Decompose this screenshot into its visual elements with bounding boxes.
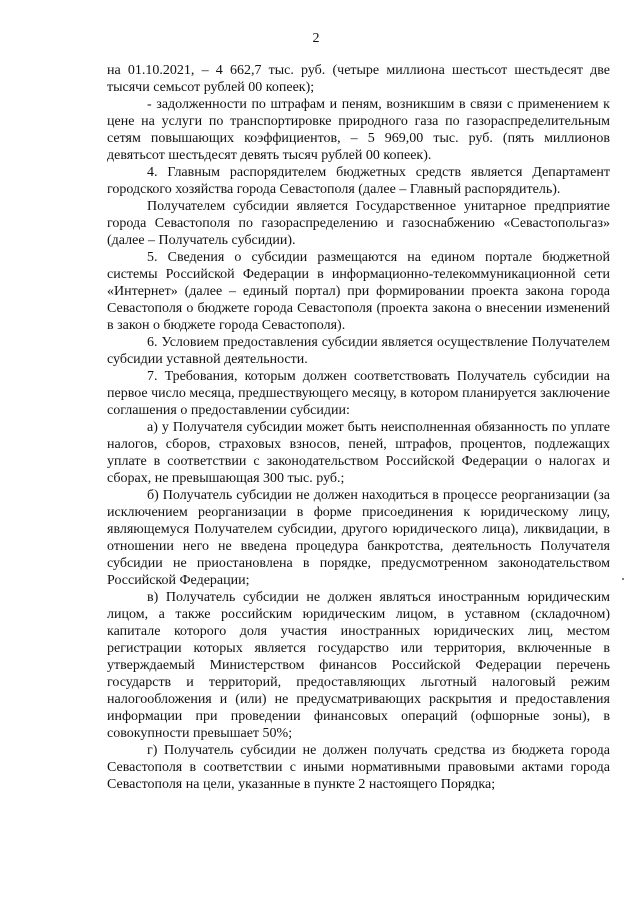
page-number: 2 bbox=[312, 31, 320, 46]
paragraph-subsidy-recipient: Получателем субсидии является Государственное унитарное предприятие города Севастополя по газораспределению и газоснабжению «Севастопольгаз» (далее – Получатель субсидии). bbox=[107, 199, 610, 248]
paragraph-7v-foreign-entity: в) Получатель субсидии не должен являться иностранным юридическим лицом, а также российским юридическим лицом, в уставном (складочном) капитале которого доля участия иностранных юридических лиц, местом регистрации которых является государство или территория, включенные в утверждаемый Министерством финансов Российской Федерации перечень государств и территорий, предоставляющих льготный налоговый режим налогообложения и (или) не предусматривающих раскрытия и предоставления информации при проведении финансовых операций (офшорные зоны), в совокупности превышает 50%; bbox=[107, 590, 610, 741]
scan-dot-mark bbox=[622, 578, 624, 580]
paragraph-4-main-administrator: 4. Главным распорядителем бюджетных средств является Департамент городского хозяйства города Севастополя (далее – Главный распорядитель). bbox=[107, 165, 610, 197]
paragraph-7g-other-funds: г) Получатель субсидии не должен получать средства из бюджета города Севастополя в соответствии с иными нормативными правовыми актами города Севастополя на цели, указанные в пункте 2 настоящего Порядка; bbox=[107, 743, 610, 792]
paragraph-continued-debt-amount: на 01.10.2021, – 4 662,7 тыс. руб. (четыре миллиона шестьсот шестьдесят две тысячи семьсот рублей 00 копеек); bbox=[107, 63, 610, 95]
paragraph-7b-reorganization: б) Получатель субсидии не должен находиться в процессе реорганизации (за исключением реорганизации в форме присоединения к юридическому лицу, являющемуся Получателем субсидии, другого юридического лица), ликвидации, в отношении него не введена процедура банкротства, деятельность Получателя субсидии не приостановлена в порядке, предусмотренном законодательством Российской Федерации; bbox=[107, 488, 610, 588]
paragraph-5-subsidy-information: 5. Сведения о субсидии размещаются на едином портале бюджетной системы Российской Федерации в информационно-телекоммуникационной сети «Интернет» (далее – единый портал) при формировании проекта закона города Севастополя о бюджете города Севастополя (проекта закона о внесении изменений в закон о бюджете города Севастополя). bbox=[107, 250, 610, 333]
paragraph-6-subsidy-condition: 6. Условием предоставления субсидии является осуществление Получателем субсидии уставной деятельности. bbox=[107, 335, 610, 367]
paragraph-7a-tax-obligations: а) у Получателя субсидии может быть неисполненная обязанность по уплате налогов, сборов, страховых взносов, пеней, штрафов, процентов, подлежащих уплате в соответствии с законодательством Российской Федерации о налогах и сборах, не превышающая 300 тыс. руб.; bbox=[107, 420, 610, 486]
paragraph-7-recipient-requirements: 7. Требования, которым должен соответствовать Получатель субсидии на первое число месяца, предшествующего месяцу, в котором планируется заключение соглашения о предоставлении субсидии: bbox=[107, 369, 611, 418]
paragraph-penalties-debt: - задолженности по штрафам и пеням, возникшим в связи с применением к цене на услуги по транспортировке природного газа по газораспределительным сетям повышающих коэффициентов, – 5 969,00 тыс. руб. (пять миллионов девятьсот шестьдесят девять тысяч рублей 00 копеек). bbox=[107, 97, 610, 163]
document-body bbox=[107, 62, 610, 793]
